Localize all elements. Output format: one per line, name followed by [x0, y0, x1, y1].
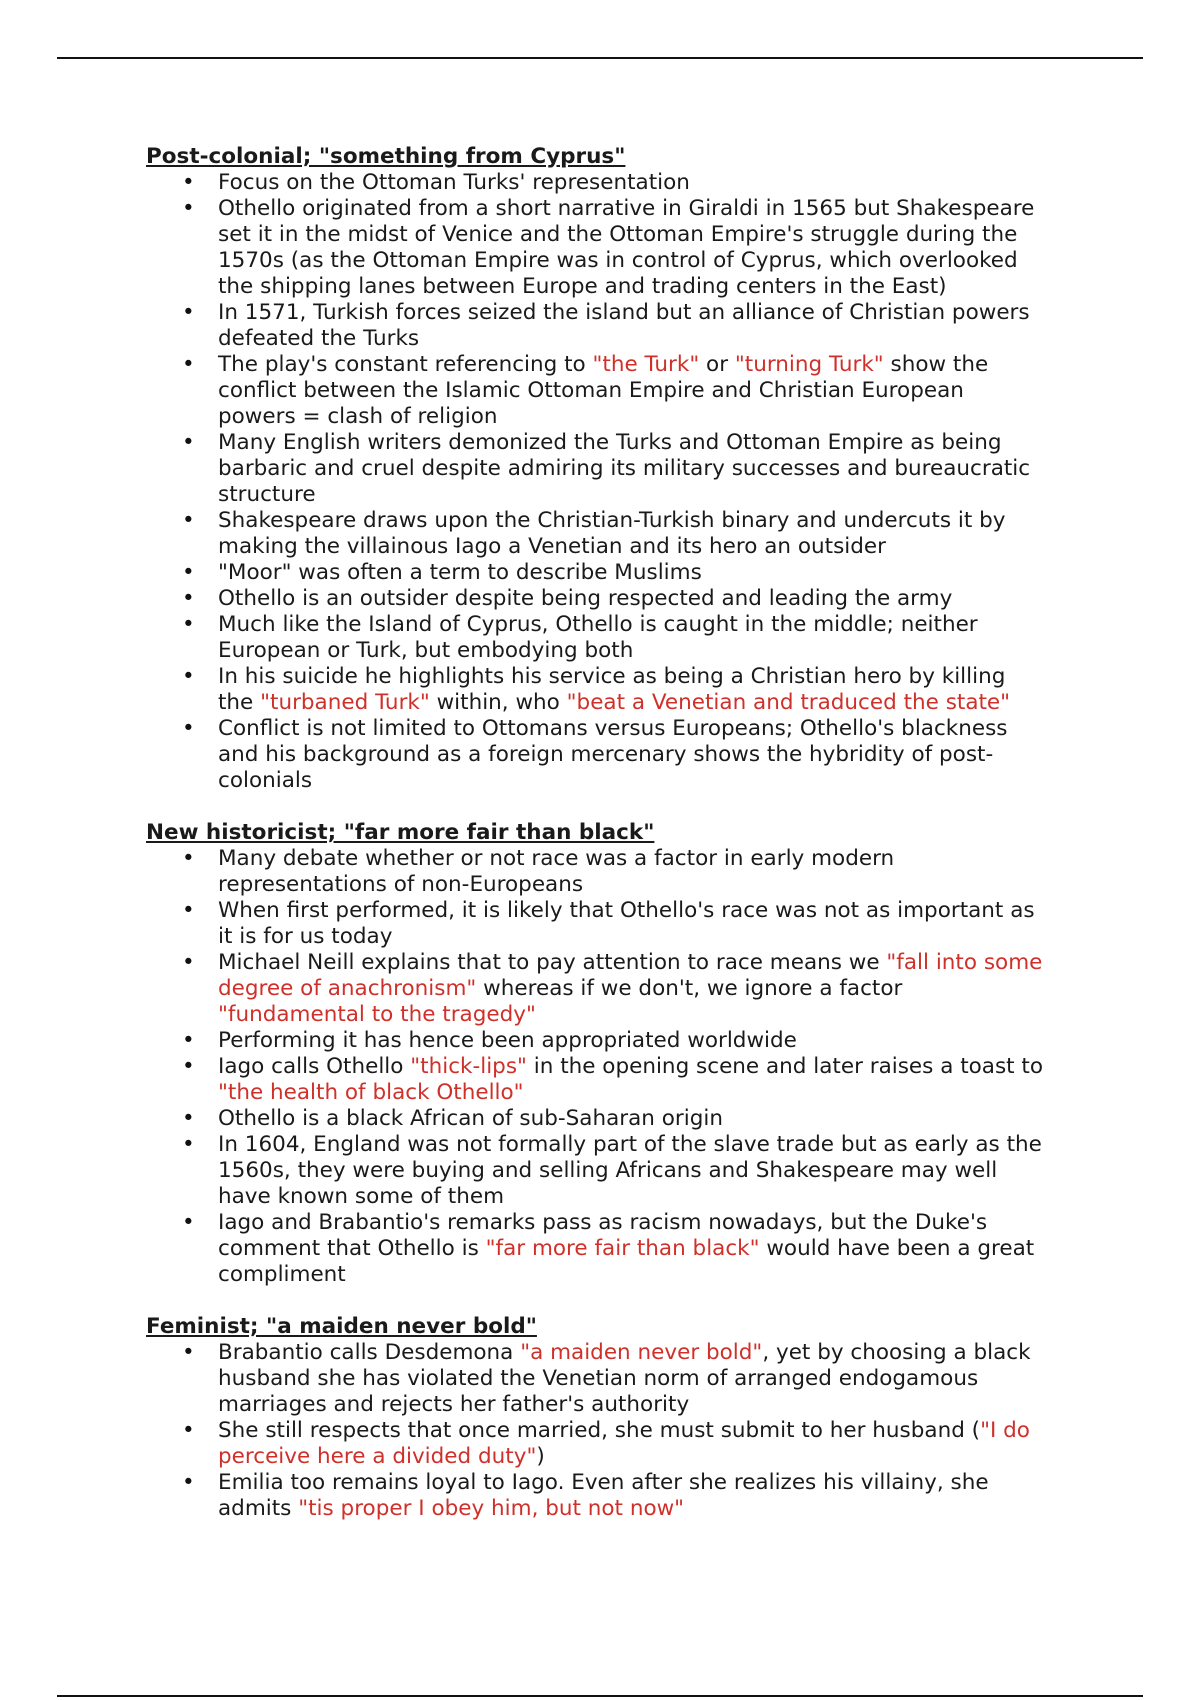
quote-text: "the health of black Othello"	[218, 1080, 524, 1105]
bullet-text: or	[699, 352, 735, 377]
bullet-item	[146, 1418, 1046, 1470]
bullet-list	[146, 846, 1046, 1288]
bullet-text: Conflict is not limited to Ottomans versus Europeans; Othello's blackness and his background as a foreign mercenary shows the hybridity of post-colonials	[218, 716, 1008, 793]
quote-text: "a maiden never bold"	[520, 1340, 763, 1365]
bullet-text: in the opening scene and later raises a toast to	[526, 1054, 1044, 1079]
bullet-item	[146, 716, 1046, 794]
document-body	[146, 144, 1046, 1548]
bottom-rule	[57, 1695, 1143, 1697]
bullet-item	[146, 846, 1046, 898]
bullet-item	[146, 300, 1046, 352]
bullet-text: Othello originated from a short narrative in Giraldi in 1565 but Shakespeare set it in the midst of Venice and the Ottoman Empire's struggle during the 1570s (as the Ottoman Empire was in control of Cyprus, which overlooked the shipping lanes between Europe and trading centers in the East)	[218, 196, 1035, 299]
bullet-text: Othello is an outsider despite being respected and leading the army	[218, 586, 953, 611]
bullet-text: Iago calls Othello	[218, 1054, 411, 1079]
section	[146, 144, 1046, 794]
bullet-text: Much like the Island of Cyprus, Othello is caught in the middle; neither European or Turk, but embodying both	[218, 612, 978, 663]
bullet-item	[146, 1132, 1046, 1210]
bullet-text: The play's constant referencing to	[218, 352, 593, 377]
bullet-text: Many debate whether or not race was a factor in early modern representations of non-Europeans	[218, 846, 895, 897]
section	[146, 1314, 1046, 1522]
quote-text: "turbaned Turk"	[260, 690, 430, 715]
bullet-item	[146, 586, 1046, 612]
bullet-list	[146, 1340, 1046, 1522]
bullet-text: In his suicide he highlights his service as being a Christian hero by killing the	[218, 664, 1006, 715]
quote-text: "beat a Venetian and traduced the state"	[566, 690, 1011, 715]
bullet-item	[146, 1054, 1046, 1106]
bullet-item	[146, 1340, 1046, 1418]
section-heading: Post-colonial; "something from Cyprus"	[146, 144, 626, 169]
quote-text: "thick-lips"	[410, 1054, 527, 1079]
bullet-text: Performing it has hence been appropriated worldwide	[218, 1028, 797, 1053]
bullet-text: would have been a great compliment	[218, 1236, 1035, 1287]
bullet-item	[146, 1028, 1046, 1054]
bullet-item	[146, 950, 1046, 1028]
quote-text: "turning Turk"	[734, 352, 884, 377]
bullet-text: show the conflict between the Islamic Ottoman Empire and Christian European powers = clash of religion	[218, 352, 989, 429]
bullet-item	[146, 898, 1046, 950]
bullet-item	[146, 1470, 1046, 1522]
bullet-text: , yet by choosing a black husband she has violated the Venetian norm of arranged endogamous marriages and rejects her father's authority	[218, 1340, 1031, 1417]
bullet-text: )	[536, 1444, 545, 1469]
bullet-text: Emilia too remains loyal to Iago. Even after she realizes his villainy, she admits	[218, 1470, 989, 1521]
bullet-text: whereas if we don't, we ignore a factor	[476, 976, 903, 1001]
bullet-text: In 1604, England was not formally part of the slave trade but as early as the 1560s, they were buying and selling Africans and Shakespeare may well have known some of them	[218, 1132, 1042, 1209]
bullet-text: Iago and Brabantio's remarks pass as racism nowadays, but the Duke's comment that Othello is	[218, 1210, 988, 1261]
section-heading: Feminist; "a maiden never bold"	[146, 1314, 537, 1339]
quote-text: "I do perceive here a divided duty"	[218, 1418, 1030, 1469]
bullet-item	[146, 196, 1046, 300]
bullet-text: When first performed, it is likely that Othello's race was not as important as it is for us today	[218, 898, 1035, 949]
bullet-item	[146, 1210, 1046, 1288]
bullet-text: within, who	[429, 690, 567, 715]
quote-text: "the Turk"	[592, 352, 700, 377]
bullet-text: Many English writers demonized the Turks and Ottoman Empire as being barbaric and cruel despite admiring its military successes and bureaucratic structure	[218, 430, 1031, 507]
quote-text: "tis proper I obey him, but not now"	[298, 1496, 685, 1521]
quote-text: "far more fair than black"	[485, 1236, 760, 1261]
bullet-item	[146, 612, 1046, 664]
bullet-item	[146, 170, 1046, 196]
bullet-item	[146, 352, 1046, 430]
bullet-text: "Moor" was often a term to describe Muslims	[218, 560, 702, 585]
quote-text: "fundamental to the tragedy"	[218, 1002, 536, 1027]
bullet-text: She still respects that once married, she must submit to her husband (	[218, 1418, 981, 1443]
top-rule	[57, 57, 1143, 59]
bullet-text: Brabantio calls Desdemona	[218, 1340, 521, 1365]
bullet-text: In 1571, Turkish forces seized the island but an alliance of Christian powers defeated the Turks	[218, 300, 1030, 351]
bullet-item	[146, 664, 1046, 716]
section-heading: New historicist; "far more fair than black"	[146, 820, 655, 845]
quote-text: "fall into some degree of anachronism"	[218, 950, 1043, 1001]
bullet-item	[146, 508, 1046, 560]
bullet-item	[146, 430, 1046, 508]
bullet-text: Othello is a black African of sub-Saharan origin	[218, 1106, 723, 1131]
bullet-text: Shakespeare draws upon the Christian-Turkish binary and undercuts it by making the villainous Iago a Venetian and its hero an outsider	[218, 508, 1006, 559]
section	[146, 820, 1046, 1288]
bullet-list	[146, 170, 1046, 794]
bullet-text: Focus on the Ottoman Turks' representation	[218, 170, 690, 195]
bullet-item	[146, 560, 1046, 586]
bullet-item	[146, 1106, 1046, 1132]
bullet-text: Michael Neill explains that to pay attention to race means we	[218, 950, 887, 975]
